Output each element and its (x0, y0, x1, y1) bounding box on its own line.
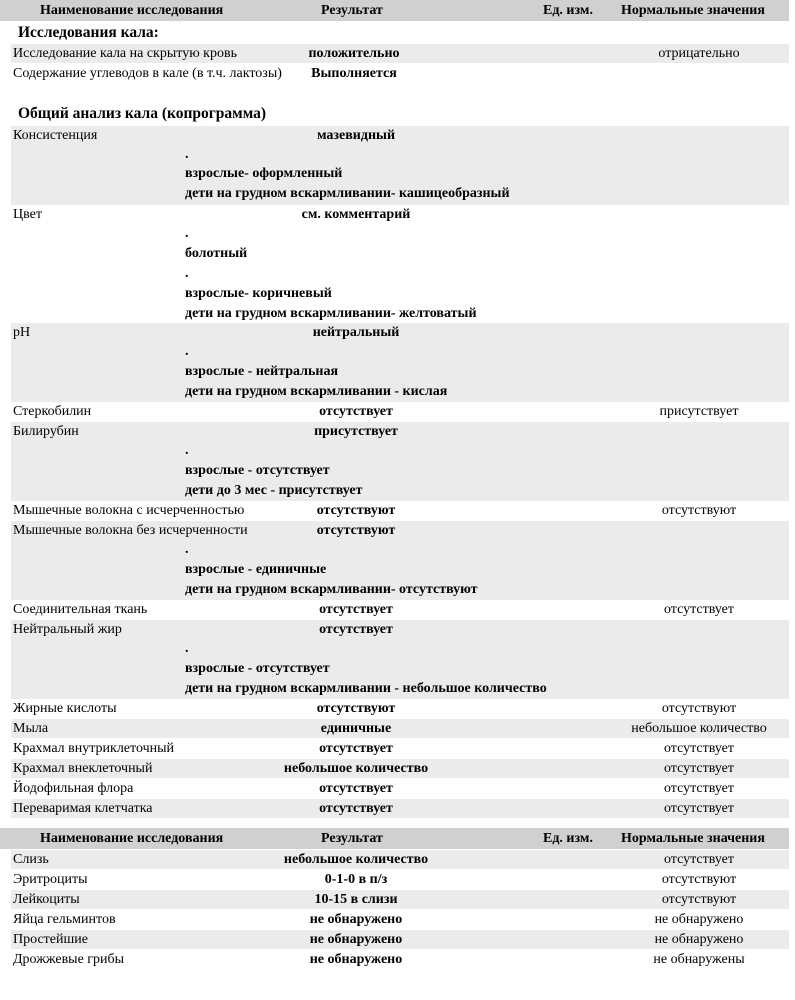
table1-header (0, 0, 789, 21)
header-result: Результат (321, 831, 383, 846)
table-row: Соединительная ткань отсутствует отсутствует (13, 602, 735, 617)
header-norm: Нормальные значения (621, 3, 765, 18)
table-row: Жирные кислоты отсутствуют отсутствуют (13, 701, 737, 716)
header-unit: Ед. изм. (543, 831, 593, 846)
table-row: Мыла единичные небольшое количество (11, 719, 789, 738)
table-row: Билирубин присутствует (11, 422, 789, 501)
header-name: Наименование исследования (40, 3, 224, 18)
section-title-stool-tests: Исследования кала: (18, 24, 159, 41)
table-row: Мышечные волокна без исчерченности отсутствуют (11, 521, 789, 600)
table-row: Нейтральный жир отсутствует (11, 620, 789, 699)
table-row: Стеркобилин отсутствует присутствует (13, 404, 739, 419)
table-row: Исследование кала на скрытую кровь положительно отрицательно (11, 44, 789, 63)
table-row: Содержание углеводов в кале (в т.ч. лактозы) Выполняется (13, 66, 397, 81)
table-row: Лейкоциты 10-15 в слизи отсутствуют (11, 890, 789, 909)
table-row: Простейшие не обнаружено не обнаружено (11, 930, 789, 949)
header-result: Результат (321, 3, 383, 18)
header-name: Наименование исследования (40, 831, 224, 846)
table-row: Йодофильная флора отсутствует отсутствует (13, 781, 735, 796)
table-row: Мышечные волокна с исчерченностью отсутствуют отсутствуют (13, 503, 737, 518)
header-norm: Нормальные значения (621, 831, 765, 846)
table-row: pH нейтральный (11, 323, 789, 402)
header-unit: Ед. изм. (543, 3, 593, 18)
table2-header (0, 828, 789, 849)
table-row: Крахмал внутриклеточный отсутствует отсутствует (13, 741, 735, 756)
table-row: Переваримая клетчатка отсутствует отсутствует (11, 799, 789, 818)
table-row: Консистенция мазевидный (11, 126, 789, 205)
table-row: Яйца гельминтов не обнаружено не обнаружено (13, 912, 744, 927)
table-row: Эритроциты 0-1-0 в п/з отсутствуют (13, 872, 737, 887)
section-title-coprogram: Общий анализ кала (копрограмма) (18, 105, 267, 122)
table-row: Дрожжевые грибы не обнаружено не обнаружены (13, 952, 745, 967)
table-row: Крахмал внеклеточный небольшое количество отсутствует (11, 759, 789, 778)
table-row: Цвет см. комментарий (13, 207, 411, 222)
table-row: Слизь небольшое количество отсутствует (11, 850, 789, 869)
lab-report-page: Наименование исследования Результат Ед. изм. Нормальные значения Исследования кала: Исследование кала на скрытую кровь положительно отрицательно Содержание углеводов в кале (в т.ч. лактозы) Выполняется Общий анализ кала (копрограмма) Консистенция мазевидный . взрослые- оформленный дети на грудном вскармливании- кашицеобразный Цвет см. комментарий . болотный . взрослые- коричневый дети на грудном вскармливании- желтоватый pH нейтральный . взрослые - нейтральная дети на грудном вскармливании - кислая Стеркобилин отсутствует присутствует Билирубин присутствует . взрослые - отсутствует дети до 3 мес - присутствует Мышечные волокна с исчерченностью отсутствуют отсутствуют Мышечные волокна без исчерченности отсутствуют . взрослые - единичные дети на грудном вскармливании- отсутствуют Соединительная ткань отсутствует отсутствует Нейтральный жир отсутствует . взрослые - отсутствует дети на грудном вскармливании - небольшое количество Жирные кислоты отсутствуют отсутствуют Мыла единичные небольшое количество Крахмал внутриклеточный отсутствует отсутствует Крахмал внеклеточный небольшое количество отсутствует Йодофильная флора отсутствует отсутствует Переваримая клетчатка отсутствует отсутствует Наименование исследования Результат Ед. изм. Нормальные значения Слизь небольшое количество отсутствует Эритроциты 0-1-0 в п/з отсутствуют Лейкоциты 10-15 в слизи отсутствуют Яйца гельминтов не обнаружено не обнаружено Простейшие не обнаружено не обнаружено Дрожжевые грибы не обнаружено не обнаружены (0, 0, 795, 1000)
